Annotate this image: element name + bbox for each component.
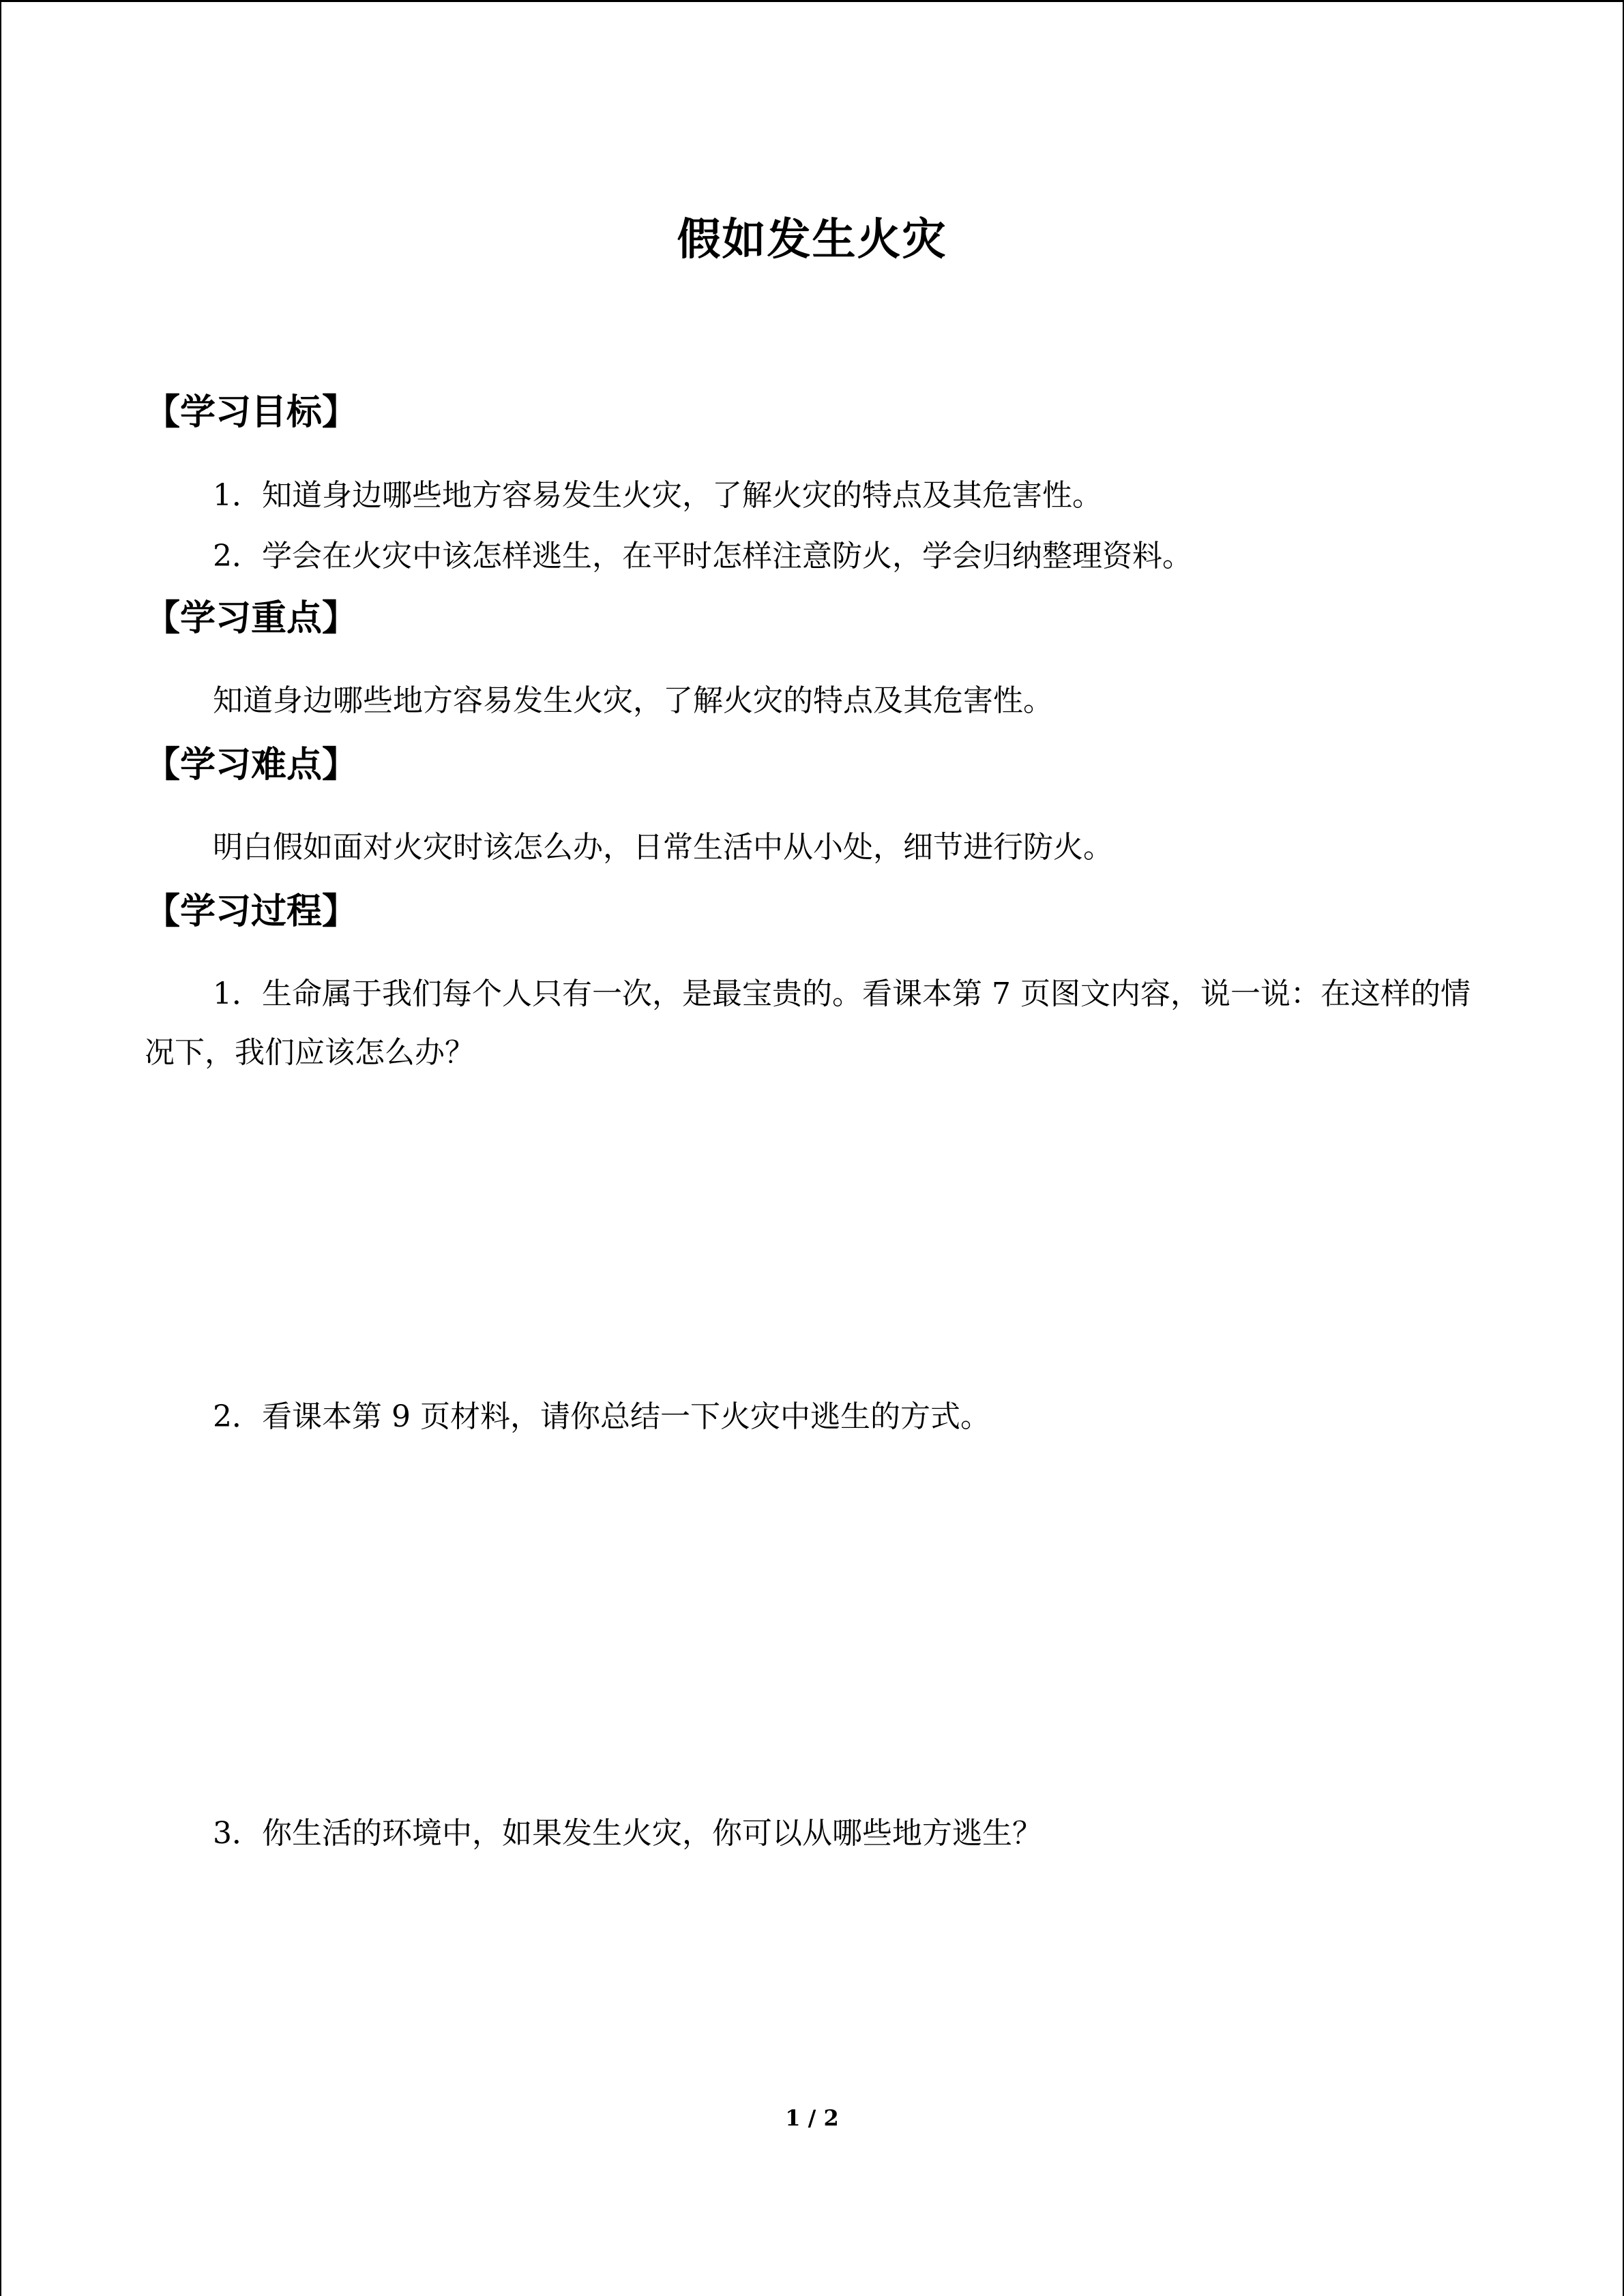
- process-question-1: 1．生命属于我们每个人只有一次，是最宝贵的。看课本第 7 页图文内容，说一说：在这样的情况下，我们应该怎么办？: [145, 976, 1471, 1070]
- difficulties-text: 明白假如面对火灾时该怎么办，日常生活中从小处，细节进行防火。: [213, 830, 1113, 865]
- page-number: 1 / 2: [785, 2105, 839, 2131]
- process-question-2: 2．看课本第 9 页材料，请你总结一下火灾中逃生的方式。: [213, 1399, 990, 1434]
- objective-item-1: 1．知道身边哪些地方容易发生火灾，了解火灾的特点及其危害性。: [213, 478, 1102, 513]
- process-question-3: 3．你生活的环境中，如果发生火灾，你可以从哪些地方逃生？: [213, 1816, 1042, 1851]
- difficulties-heading: 【学习难点】: [145, 745, 358, 786]
- key-points-text: 知道身边哪些地方容易发生火灾，了解火灾的特点及其危害性。: [213, 683, 1053, 718]
- page-title: 假如发生火灾: [677, 215, 947, 265]
- objectives-heading: 【学习目标】: [145, 392, 358, 433]
- key-points-heading: 【学习重点】: [145, 598, 358, 639]
- objective-item-2: 2．学会在火灾中该怎样逃生，在平时怎样注意防火，学会归纳整理资料。: [213, 539, 1192, 573]
- process-heading: 【学习过程】: [145, 891, 358, 932]
